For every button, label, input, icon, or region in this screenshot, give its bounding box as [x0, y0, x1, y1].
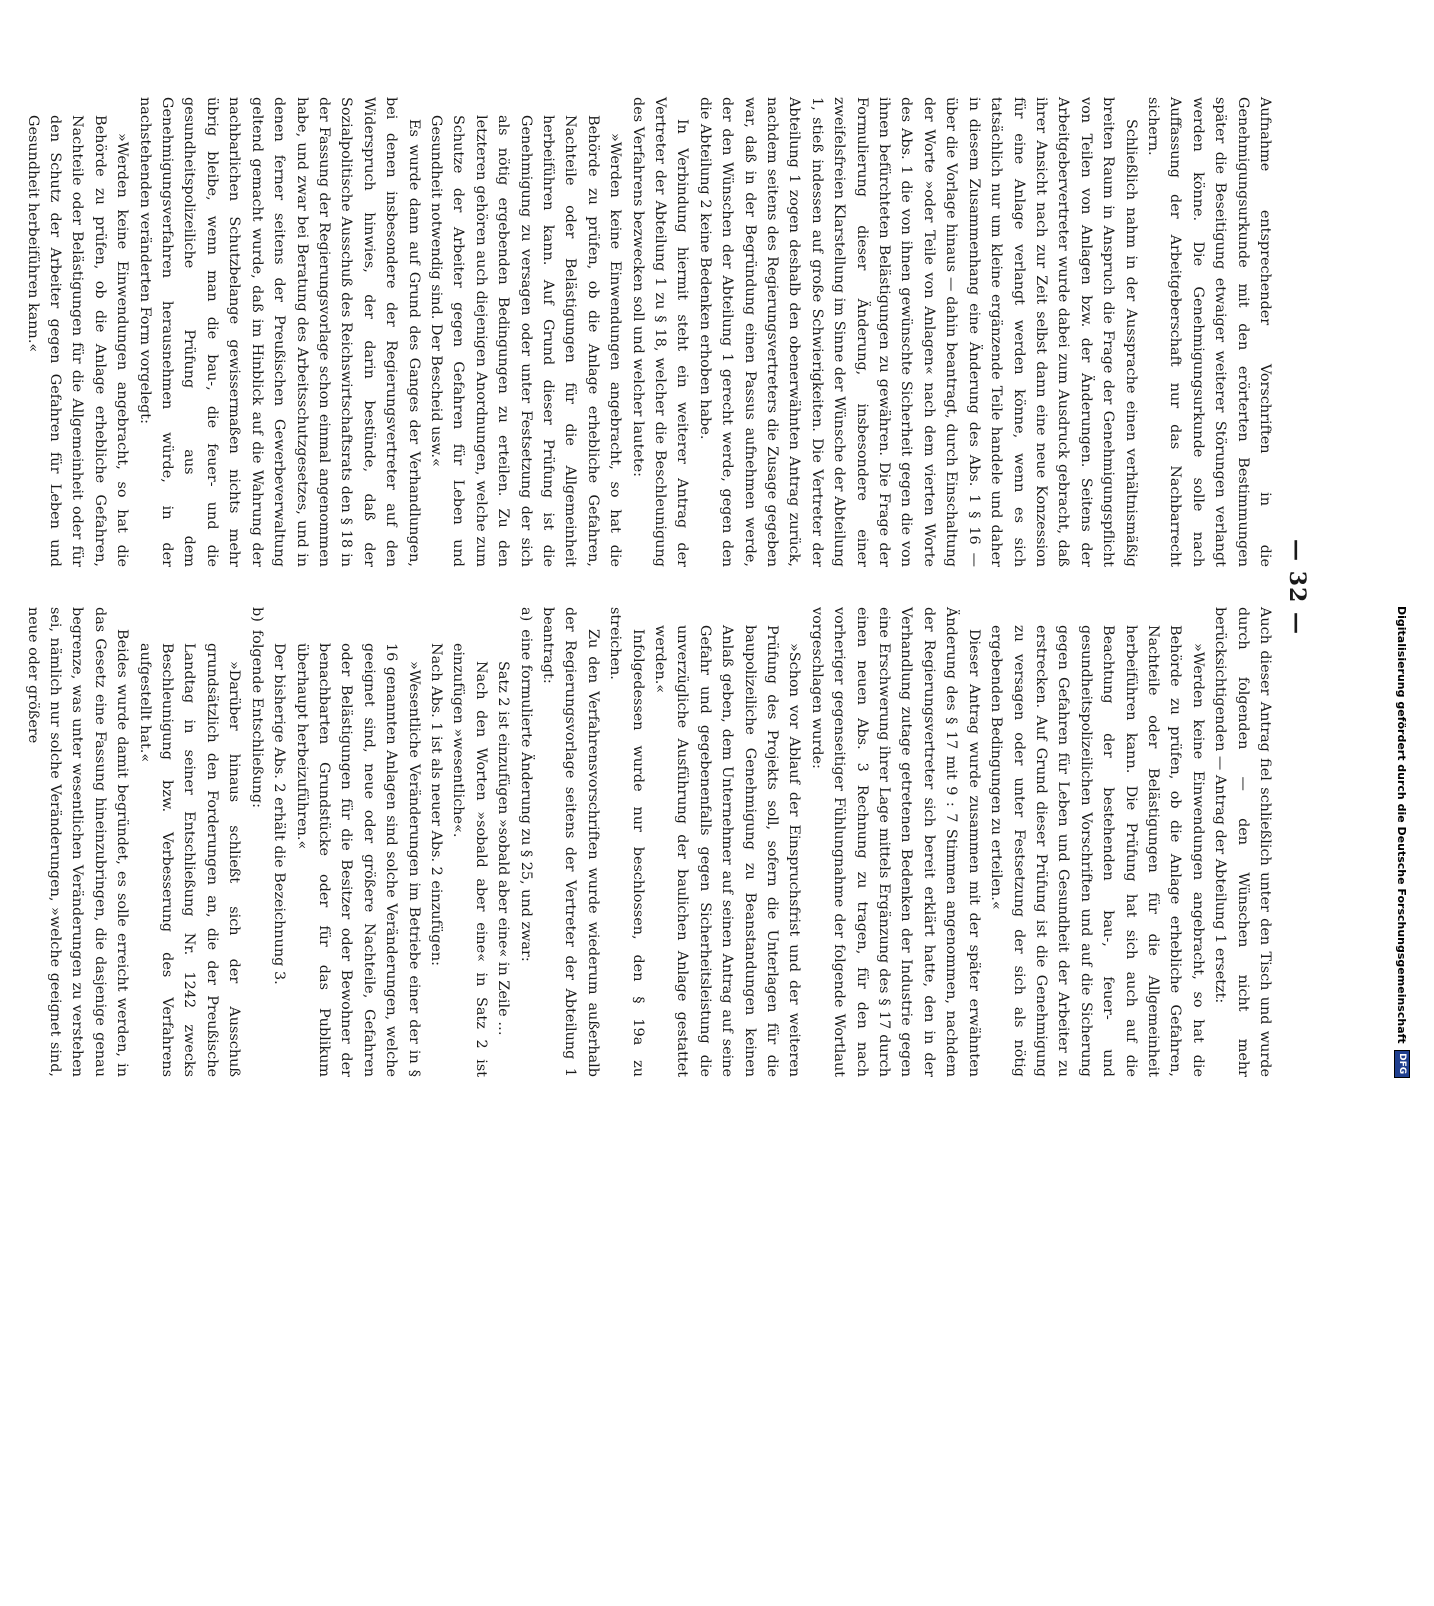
resolution-text: »Darüber hinaus schließt sich der Ausschuß grundsätzlich den Forderungen an, die der Preußische Landtag in seiner Entschließung Nr. 1242 zwecks Beschleunigung bzw. Verbesserung des Verfahrens aufgestellt hat.« [136, 643, 243, 1077]
rotated-page [20, 92, 1310, 1082]
amendment-text: Nach den Worten »sobald aber eine« in Satz 2 ist einzufügen »wesentliche«. [450, 643, 489, 1077]
paragraph: Zu den Verfahrensvorschriften wurde wiederum außerhalb der Regierungsvorlage seitens der Vertreter der Abteilung 1 beantragt: [540, 607, 601, 1077]
left-column [21, 97, 1276, 567]
dfg-logo-icon: DFG [1394, 1050, 1410, 1078]
paragraph: In Verbindung hiermit steht ein weiterer Antrag der Vertreter der Abteilung 1 zu § 18, welcher die Beschleunigung des Verfahrens bezwecken soll und welcher lautete: [629, 97, 691, 567]
quoted-proposal: »Schon vor Ablauf der Einspruchsfrist und der weiteren Prüfung des Projekts soll, sofern die Unterlagen für die baupolizeiliche Genehmigung zu Beanstandungen keinen Anlaß geben, dem Unternehmer auf seinen Antrag auf seine Gefahr und gegebenenfalls gegen Sicherheitsleistung die unverzügliche Ausführung der baulichen Anlage gestattet werden.« [652, 625, 803, 1077]
page-number: — 32 — [1284, 539, 1310, 635]
credit-text: Digitalisierung gefördert durch die Deutsche Forschungsgemeinschaft [1395, 606, 1409, 1044]
quoted-proposal: »Werden keine Einwendungen angebracht, so hat die Behörde zu prüfen, ob die Anlage erhebliche Gefahren, Nachteile oder Belästigungen für die Allgemeinheit oder für den Schutz der Arbeiter gegen Gefahren für Leben und Gesundheit herbeiführen kann.« [24, 115, 131, 567]
amendment-text: »Wesentliche Veränderungen im Betriebe einer der in § 16 genannten Anlagen sind solche Veränderungen, welche geeignet sind, neue oder größere Nachteile, Gefahren oder Belästigungen für die Besitzer oder Bewohner der benachbarten Grundstücke oder für das Publikum überhaupt herbeizuführen.« [293, 643, 422, 1077]
list-text: eine formulierte Änderung zu § 25, und zwar: [517, 629, 534, 962]
digitization-credit [1392, 606, 1412, 1606]
paragraph: Auch dieser Antrag fiel schließlich unter den Tisch und wurde durch folgenden — den Wünschen nicht mehr berücksichtigenden — Antrag der Abteilung 1 ersetzt: [1212, 607, 1273, 1077]
quoted-proposal: »Werden keine Einwendungen angebracht, so hat die Behörde zu prüfen, ob die Anlage erhebliche Gefahren, Nachteile oder Belästigungen für die Allgemeinheit herbeiführen kann. Die Prüfung hat sich auch auf die Beachtung der bestehenden bau-, feuer- und gesundheitspolizeilichen Vorschriften und auf die Sicherung gegen Gefahren für Leben und Gesundheit der Arbeiter zu erstrecken. Auf Grund dieser Prüfung ist die Genehmigung zu versagen oder unter Festsetzung der sich als nötig ergebenden Bedingungen zu erteilen.« [988, 625, 1206, 1077]
paragraph: Aufnahme entsprechender Vorschriften in die Genehmigungsurkunde mit den erörterten Bestimmungen später die Beseitigung etwaiger weiterer Störungen verlangt werden könne. Die Genehmigungsurkunde solle nach Auffassung der Arbeitgeberschaft nur das Nachbarrecht sichern. [1144, 97, 1273, 567]
list-item-b [245, 607, 267, 1077]
right-column [21, 607, 1276, 1077]
amendment-text: Satz 2 ist einzufügen »sobald aber eine« in Zeile … [495, 661, 512, 1036]
paragraph: Es wurde dann auf Grund des Ganges der Verhandlungen, bei denen insbesondere der Regierungsvertreter auf den Widerspruch hinwies, der darin bestünde, daß der Sozialpolitische Ausschuß des Reichswirtschaftsrats den § 18 in der Fassung der Regierungsvorlage schon einmal angenommen habe, und zwar bei Beratung des Arbeitsschutzgesetzes, und in denen ferner seitens der Preußischen Gewerbeverwaltung geltend gemacht wurde, daß im Hinblick auf die Wahrung der nachbarlichen Schutzbelange gewissermaßen nichts mehr übrig bleibe, wenn man die bau-, die feuer- und die gesundheitspolizeiliche Prüfung aus dem Genehmigungsverfahren herausnehmen würde, in der nachstehenden veränderten Form vorgelegt: [136, 97, 422, 567]
list-text: folgende Entschließung: [248, 629, 265, 808]
paragraph: Beides wurde damit begründet, es solle erreicht werden, in das Gesetz eine Fassung hineinzubringen, die dasjenige genau begrenze, was unter wesentlichen Veränderungen zu verstehen sei, nämlich nur solche Veränderungen, »welche geeignet sind, neue oder größere [24, 607, 131, 1077]
amendment-text: Nach Abs. 1 ist als neuer Abs. 2 einzufügen: [427, 643, 444, 966]
paragraph: Infolgedessen wurde nur beschlossen, den § 19a zu streichen. [607, 607, 646, 1077]
list-label: b) [248, 607, 265, 622]
amendment-text: Der bisherige Abs. 2 erhält die Bezeichnung 3. [271, 643, 288, 985]
list-label: a) [517, 607, 534, 622]
paragraph: Schließlich nahm in der Aussprache einen verhältnismäßig breiten Raum in Anspruch die Frage der Genehmigungspflicht von Teilen von Anlagen bzw. der Änderungen. Seitens der Arbeitgebervertreter wurde dabei zum Ausdruck gebracht, daß ihrer Ansicht nach zur Zeit selbst dann eine neue Konzession für eine Anlage verlangt werden könne, wenn es sich tatsächlich nur um kleine ergänzende Teile handele und daher in diesem Zusammenhang eine Änderung des Abs. 1 § 16 — über die Vorlage hinaus — dahin beantragt, durch Einschaltung der Worte »oder Teile von Anlagen« nach dem vierten Worte des Abs. 1 die von ihnen gewünschte Sicherheit gegen die von ihnen befürchteten Belästigungen zu gewähren. Die Frage der Formulierung dieser Änderung, insbesondere einer zweifelsfreien Klarstellung im Sinne der Wünsche der Abteilung 1, stieß indessen auf große Schwierigkeiten. Die Vertreter der Abteilung 1 zogen deshalb den obenerwähnten Antrag zurück, nachdem seitens des Regierungsvertreters die Zusage gegeben war, daß in der Begründung einen Passus aufnehmen werde, der den Wünschen der Abteilung 1 gerecht werde, gegen den die Abteilung 2 keine Bedenken erhoben habe. [696, 97, 1139, 567]
list-item-a [514, 607, 536, 1077]
paragraph: Dieser Antrag wurde zusammen mit der später erwähnten Änderung des § 17 mit 9 : 7 Stimmen angenommen, nachdem der Regierungsvertreter sich bereit erklärt hatte, den in der Verhandlung zutage getretenen Bedenken der Industrie gegen eine Erschwerung ihrer Lage mittels Ergänzung des § 17 durch einen neuen Abs. 3 Rechnung zu tragen, für den nach vorheriger gegenseitiger Fühlungnahme der folgende Wortlaut vorgeschlagen wurde: [808, 607, 982, 1077]
quoted-proposal: »Werden keine Einwendungen angebracht, so hat die Behörde zu prüfen, ob die Anlage erhebliche Gefahren, Nachteile oder Belästigungen für die Allgemeinheit herbeiführen kann. Auf Grund dieser Prüfung ist die Genehmigung zu versagen oder unter Festsetzung der sich als nötig ergebenden Bedingungen zu erteilen. Zu den letzteren gehören auch diejenigen Anordnungen, welche zum Schutze der Arbeiter gegen Gefahren für Leben und Gesundheit notwendig sind. Der Bescheid usw.« [427, 115, 624, 567]
